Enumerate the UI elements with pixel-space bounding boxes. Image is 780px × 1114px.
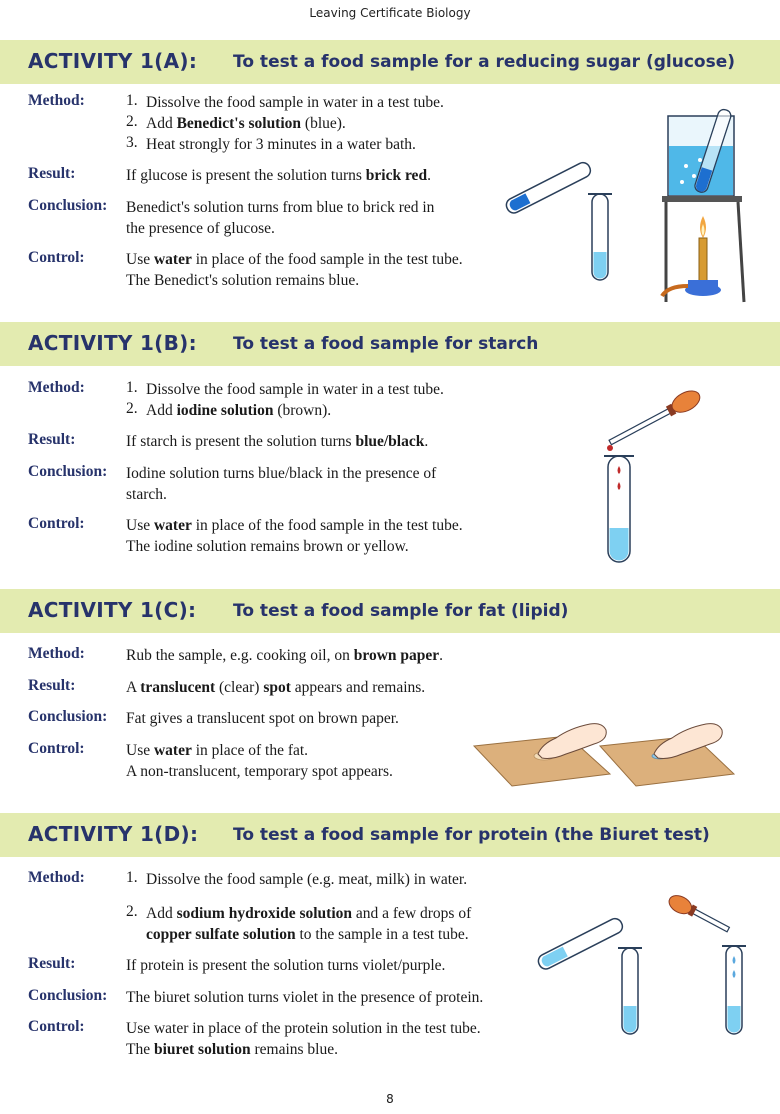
control-text: Use water in place of the food sample in the test tube. The iodine solution remains brown or yellow. [126,517,463,555]
control-label: Control: [28,515,85,532]
method-step: Dissolve the food sample in water in a test tube. [146,381,444,398]
tilted-test-tube [536,916,625,971]
activity-a-id: ACTIVITY 1(A): [28,49,198,73]
upright-test-tube [618,948,642,1034]
dropper-icon [606,387,704,450]
step-number: 2. [126,400,138,417]
activity-a-banner [0,40,780,84]
activity-c-banner [0,589,780,633]
conclusion-label: Conclusion: [28,197,108,214]
activity-c-id: ACTIVITY 1(C): [28,598,197,622]
step-number: 1. [126,92,138,109]
conclusion-text: The biuret solution turns violet in the presence of protein. [126,989,484,1006]
control-label: Control: [28,740,85,757]
step-number: 3. [126,134,138,151]
conclusion-label: Conclusion: [28,463,108,480]
method-label: Method: [28,379,85,396]
method-step: Add sodium hydroxide solution and a few drops of copper sulfate solution to the sample in a test tube. [146,905,472,943]
result-text: If protein is present the solution turns violet/purple. [126,957,446,974]
control-text: Use water in place of the protein solution in the test tube. The biuret solution remains blue. [126,1020,481,1058]
conclusion-text: Benedict's solution turns from blue to brick red in the presence of glucose. [126,199,435,237]
running-header: Leaving Certificate Biology [309,6,471,20]
benedict-test-illustration [498,104,758,308]
fat-test-illustration [472,710,762,790]
activity-d-id: ACTIVITY 1(D): [28,822,199,846]
activity-b-title: To test a food sample for starch [233,334,539,354]
control-text: Use water in place of the fat. A non-translucent, temporary spot appears. [126,742,393,780]
activity-a-title: To test a food sample for a reducing sugar (glucose) [233,52,735,72]
activity-b-banner [0,322,780,366]
conclusion-text: Iodine solution turns blue/black in the presence of starch. [126,465,437,503]
method-text: Rub the sample, e.g. cooking oil, on brown paper. [126,647,444,664]
tilted-test-tube [504,160,593,215]
dropper-icon [666,892,732,937]
conclusion-label: Conclusion: [28,987,108,1004]
step-number: 1. [126,869,138,886]
method-label: Method: [28,645,85,662]
step-number: 1. [126,379,138,396]
step-number: 2. [126,113,138,130]
result-label: Result: [28,677,76,694]
method-step: Add Benedict's solution (blue). [146,115,346,132]
method-label: Method: [28,869,85,886]
activity-d-title: To test a food sample for protein (the Biuret test) [233,825,710,845]
activity-b-id: ACTIVITY 1(B): [28,331,197,355]
result-text: If starch is present the solution turns blue/black. [126,433,429,450]
page-number: 8 [386,1092,394,1106]
method-step: Dissolve the food sample in water in a test tube. [146,94,444,111]
control-label: Control: [28,1018,85,1035]
result-text: If glucose is present the solution turns brick red. [126,167,431,184]
dropper-test-tube [722,946,746,1034]
activity-c-title: To test a food sample for fat (lipid) [233,601,569,621]
result-label: Result: [28,431,76,448]
conclusion-label: Conclusion: [28,708,108,725]
upright-test-tube [588,194,612,280]
bunsen-burner [662,216,721,296]
result-label: Result: [28,955,76,972]
test-tube [604,456,634,562]
method-step: Add iodine solution (brown). [146,402,332,419]
step-number: 2. [126,903,138,920]
method-step: Heat strongly for 3 minutes in a water bath. [146,136,416,153]
iodine-test-illustration [596,400,706,570]
control-label: Control: [28,249,85,266]
water-bath-beaker [668,108,734,196]
biuret-test-illustration [532,900,762,1040]
method-label: Method: [28,92,85,109]
control-text: Use water in place of the food sample in the test tube. The Benedict's solution remains blue. [126,251,463,289]
result-text: A translucent (clear) spot appears and remains. [126,679,426,696]
result-label: Result: [28,165,76,182]
conclusion-text: Fat gives a translucent spot on brown paper. [126,710,399,727]
method-step: Dissolve the food sample (e.g. meat, milk) in water. [146,871,468,888]
activity-d-banner [0,813,780,857]
